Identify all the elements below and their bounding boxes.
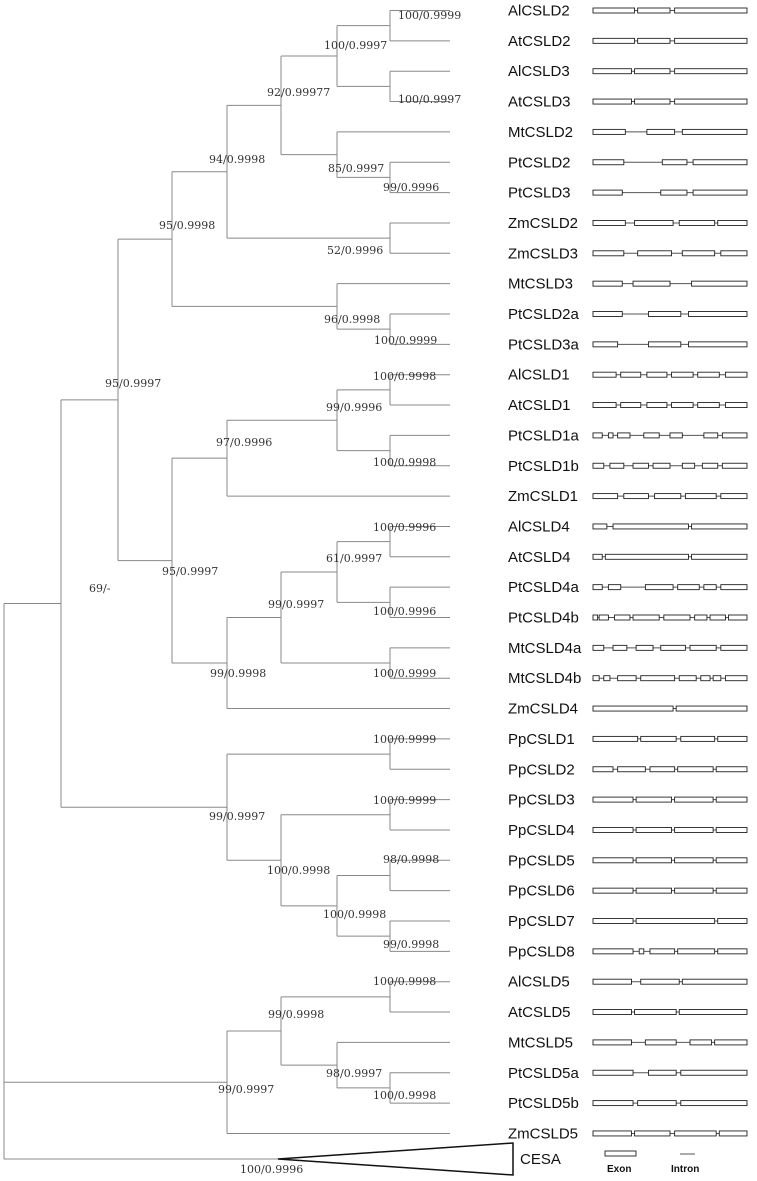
exon-box [593,524,607,529]
exon-box [633,615,659,620]
exon-box [635,220,674,225]
exon-box [692,554,747,559]
exon-box [704,433,718,438]
exon-box [593,494,618,499]
exon-box [721,585,747,590]
exon-box [675,797,714,802]
gene-structure-PtCSLD5a [593,1070,747,1075]
taxon-labels [508,3,582,1143]
taxon-label-PpCSLD8: PpCSLD8 [508,943,575,961]
exon-box [716,888,747,893]
gene-structure-AtCSLD5 [593,1010,747,1015]
exon-box [650,949,675,954]
exon-box [675,827,714,832]
exon-box [688,312,747,317]
exon-box [593,38,635,43]
taxon-label-PtCSLD5b: PtCSLD5b [508,1095,579,1113]
exon-box [725,403,747,408]
support-n_AlAt4: 100/0.9996 [373,521,437,534]
taxon-label-PpCSLD1: PpCSLD1 [508,730,575,748]
exon-box [675,69,747,74]
exon-box [716,767,747,772]
exon-box [593,8,635,13]
exon-box [718,919,747,924]
exon-box [593,615,598,620]
exon-box [593,645,604,650]
support-n_D4: 99/0.9998 [210,667,267,680]
gene-structure-PpCSLD3 [593,797,747,802]
exon-box [593,129,625,134]
exon-box [701,676,710,681]
taxon-label-ZmCSLD1: ZmCSLD1 [508,488,579,506]
exon-box [593,69,632,74]
exon-box [675,8,747,13]
exon-box [719,1131,747,1136]
gene-structure-PpCSLD7 [593,919,747,924]
exon-box [682,251,714,256]
exon-box [648,342,680,347]
taxon-label-PpCSLD7: PpCSLD7 [508,913,575,930]
exon-box [644,433,659,438]
exon-box [681,1070,747,1075]
exon-box [675,858,714,863]
support-n_AlAt1: 100/0.9998 [373,370,437,383]
exon-box [661,190,687,195]
support-n_D1234: 95/0.9997 [105,377,162,390]
exon-box [593,160,624,165]
exon-box [647,403,667,408]
taxon-label-MtCSLD4b: MtCSLD4b [508,670,582,688]
exon-box [639,949,644,954]
exon-box [679,1010,747,1015]
exon-box [615,615,630,620]
exon-box [655,494,681,499]
exon-box [678,767,713,772]
support-n_AlAt2: 100/0.9999 [398,9,462,22]
exon-box [682,129,747,134]
taxon-label-PtCSLD4b: PtCSLD4b [508,609,579,627]
exon-box [618,767,646,772]
exon-box [621,403,641,408]
gene-structure-PpCSLD2 [593,767,747,772]
taxon-label-PtCSLD4a: PtCSLD4a [508,579,579,597]
taxon-label-AtCSLD4: AtCSLD4 [508,548,571,566]
legend-intron-label: Intron [671,1164,700,1175]
exon-box [593,767,613,772]
exon-box [729,615,747,620]
exon-box [688,342,747,347]
exon-box [647,129,675,134]
legend [605,1151,699,1175]
exon-box [635,1131,670,1136]
gene-structure-PpCSLD4 [593,827,747,832]
taxon-label-PtCSLD2: PtCSLD2 [508,154,571,172]
exon-box [648,1070,676,1075]
exon-box [618,676,636,681]
exon-box [692,281,747,286]
exon-box [593,797,633,802]
support-n_dicotAP4: 61/0.9997 [326,552,383,565]
exon-box [638,38,670,43]
gene-structure-PpCSLD5 [593,858,747,863]
exon-box [690,1040,712,1045]
gene-structure-ZmCSLD3 [593,251,747,256]
taxon-label-AlCSLD2: AlCSLD2 [508,2,570,20]
support-n_root: 100/0.9996 [240,1163,304,1176]
taxon-label-PtCSLD5a: PtCSLD5a [508,1064,579,1082]
gene-structure-ZmCSLD2 [593,220,747,225]
exon-box [641,979,680,984]
exon-box [605,554,688,559]
exon-box [593,919,633,924]
taxon-label-MtCSLD3: MtCSLD3 [508,275,574,293]
support-n_dicot5: 99/0.9998 [268,1008,325,1021]
exon-box [661,645,686,650]
gene-structure-MtCSLD4a [593,645,747,650]
exon-box [636,645,653,650]
exon-box [678,585,700,590]
gene-structure-AtCSLD1 [593,403,747,408]
exon-box [648,312,680,317]
support-n_angio23: 94/0.9998 [209,153,266,166]
exon-box [638,8,670,13]
exon-box [593,706,673,711]
exon-box [593,736,638,741]
support-n_D5: 99/0.9997 [218,1083,275,1096]
support-n_dicot23: 92/0.99977 [267,86,331,99]
exon-box [635,1010,677,1015]
taxon-label-PpCSLD4: PpCSLD4 [508,821,575,839]
exon-box [653,463,670,468]
exon-box [593,1131,632,1136]
exon-box [593,554,602,559]
exon-box [593,372,616,377]
gene-structure-AtCSLD3 [593,99,747,104]
exon-box [593,342,618,347]
support-n_Pp12: 100/0.9999 [373,733,437,746]
support-n_Pt1: 100/0.9998 [373,456,437,469]
support-n_Pt23: 99/0.9996 [383,181,440,194]
exon-box [698,372,720,377]
support-n_Pp34: 100/0.9999 [373,794,437,807]
exon-box [641,676,675,681]
exon-box [662,160,687,165]
taxon-label-PpCSLD6: PpCSLD6 [508,882,575,900]
support-n_Pp56: 98/0.9998 [383,853,440,866]
exon-box [713,676,721,681]
exon-box [636,858,671,863]
exon-box [682,463,694,468]
exon-box [721,251,747,256]
exon-box [675,888,714,893]
exon-box [692,524,747,529]
exon-box [593,1101,633,1106]
exon-box [716,827,747,832]
exon-box [650,767,675,772]
support-n_AlAt5: 100/0.9998 [373,975,437,988]
exon-box [645,1040,676,1045]
exon-box [636,827,671,832]
exon-box [681,1101,747,1106]
gene-structure-PtCSLD1a [593,433,747,438]
gene-structure-PtCSLD2 [593,160,747,165]
exon-box [722,433,747,438]
taxon-label-PtCSLD2a: PtCSLD2a [508,306,579,323]
taxon-label-MtCSLD5: MtCSLD5 [508,1034,574,1052]
gene-structure-AtCSLD2 [593,38,747,43]
gene-structure-AlCSLD3 [593,69,747,74]
taxon-label-ZmCSLD2: ZmCSLD2 [508,214,579,232]
exon-box [613,645,627,650]
exon-box [635,69,670,74]
support-n_Mt3Pt: 96/0.9998 [324,313,381,326]
exon-box [725,676,747,681]
exon-box [608,433,613,438]
gene-structure-PtCSLD3a [593,342,747,347]
taxon-label-AlCSLD4: AlCSLD4 [508,518,570,536]
exon-box [593,463,604,468]
gene-structure-PtCSLD1b [593,463,747,468]
support-labels [89,9,461,1176]
support-n_MtPt5: 98/0.9997 [326,1067,383,1080]
gene-structure-MtCSLD3 [593,281,747,286]
exon-box [593,827,633,832]
gene-structure-AlCSLD4 [593,524,747,529]
gene-structure-PtCSLD4b [593,615,747,620]
exon-box [698,403,720,408]
gene-structure-MtCSLD5 [593,1040,747,1045]
support-n_dicot4: 99/0.9997 [268,598,325,611]
exon-box [670,433,682,438]
exon-box [636,888,671,893]
taxon-label-ZmCSLD4: ZmCSLD4 [508,700,579,718]
gene-structure-AlCSLD1 [593,372,747,377]
exon-box [604,676,610,681]
exon-box [633,281,670,286]
gene-structure-PpCSLD8 [593,949,747,954]
exon-box [721,645,747,650]
exon-box [679,676,696,681]
taxon-label-MtCSLD4a: MtCSLD4a [508,639,582,657]
gene-structure-PpCSLD1 [593,736,747,741]
taxon-label-PtCSLD3: PtCSLD3 [508,184,571,202]
cesa-label: CESA [520,1151,561,1168]
exon-box [682,979,747,984]
exon-box [593,281,622,286]
gene-structures [593,8,747,1136]
exon-box [593,433,602,438]
gene-structure-PpCSLD6 [593,888,747,893]
taxon-label-PpCSLD3: PpCSLD3 [508,791,575,809]
exon-box [593,858,633,863]
gene-structure-MtCSLD4b [593,676,747,681]
gene-structure-PtCSLD4a [593,585,747,590]
support-n_Zm23: 52/0.9996 [327,244,384,257]
support-n_Pp3to8: 100/0.9998 [267,864,331,877]
exon-box [645,585,673,590]
exon-box [593,251,624,256]
exon-box [638,251,672,256]
taxon-label-PtCSLD3a: PtCSLD3a [508,336,579,354]
exon-box [664,615,690,620]
exon-box [610,463,624,468]
support-n_Pt2a3a: 100/0.9999 [374,334,438,347]
exon-box [593,585,602,590]
support-n_Pt4: 100/0.9996 [373,605,437,618]
support-n_23: 100/0.9997 [324,39,388,52]
exon-box [679,220,714,225]
support-n_Pt5: 100/0.9998 [373,1089,437,1102]
exon-box [593,979,632,984]
taxon-label-AtCSLD5: AtCSLD5 [508,1004,571,1022]
exon-box [593,99,632,104]
support-n_Pp5678: 100/0.9998 [323,908,387,921]
taxon-label-PpCSLD2: PpCSLD2 [508,761,575,779]
exon-box [593,1070,633,1075]
taxon-label-PtCSLD1b: PtCSLD1b [508,457,579,475]
exon-box [715,1040,747,1045]
exon-box [613,524,688,529]
exon-box [704,585,716,590]
exon-box [638,1101,677,1106]
exon-box [593,220,625,225]
exon-box [624,494,649,499]
exon-box [690,645,716,650]
exon-box [718,220,747,225]
exon-box [718,736,747,741]
taxon-label-ZmCSLD5: ZmCSLD5 [508,1125,579,1143]
taxon-label-AtCSLD3: AtCSLD3 [508,93,571,111]
gene-structure-MtCSLD2 [593,129,747,134]
exon-box [678,949,715,954]
exon-box [633,463,648,468]
support-n_Pp78: 99/0.9998 [383,938,440,951]
gene-structure-ZmCSLD5 [593,1131,747,1136]
taxon-label-MtCSLD2: MtCSLD2 [508,123,574,141]
exon-box [675,99,747,104]
exon-box [618,433,630,438]
exon-box [593,1010,632,1015]
gene-structure-PtCSLD5b [593,1101,747,1106]
exon-box [636,919,715,924]
taxon-label-PtCSLD1a: PtCSLD1a [508,427,579,445]
gene-structure-AlCSLD5 [593,979,747,984]
taxon-label-AtCSLD1: AtCSLD1 [508,397,571,415]
exon-box [608,585,620,590]
exon-box [599,615,608,620]
exon-box [593,949,633,954]
legend-exon-label: Exon [607,1164,632,1175]
exon-box [593,676,599,681]
exon-box [593,190,622,195]
exon-box [722,463,747,468]
exon-box [710,615,725,620]
taxon-label-AtCSLD2: AtCSLD2 [508,32,571,50]
exon-box [621,372,641,377]
taxon-label-AlCSLD1: AlCSLD1 [508,366,570,384]
taxon-label-AlCSLD5: AlCSLD5 [508,973,570,991]
gene-structure-ZmCSLD4 [593,706,747,711]
support-n_root_in: 69/- [89,582,111,595]
exon-box [716,858,747,863]
support-n_Mt4: 100/0.9999 [373,667,437,680]
exon-box [675,38,747,43]
exon-box [593,312,622,317]
taxon-label-ZmCSLD3: ZmCSLD3 [508,245,579,263]
exon-box [676,706,747,711]
gene-structure-PtCSLD2a [593,312,747,317]
gene-structure-AtCSLD4 [593,554,747,559]
exon-box [702,463,717,468]
exon-box [693,190,747,195]
cesa-collapsed-clade [278,1143,513,1175]
exon-box [593,1040,632,1045]
exon-box [672,372,694,377]
taxon-label-AlCSLD3: AlCSLD3 [508,63,570,81]
exon-box [675,1131,717,1136]
exon-box [593,888,633,893]
exon-box [685,494,716,499]
exon-box [647,372,667,377]
exon-box [716,797,747,802]
legend-exon-swatch [605,1151,636,1156]
support-n_D23: 95/0.9998 [159,219,216,232]
exon-box [635,99,670,104]
exon-box [672,403,694,408]
support-n_Pp: 99/0.9997 [209,810,266,823]
exon-box [641,736,676,741]
gene-structure-PtCSLD3 [593,190,747,195]
support-n_AlAt3: 100/0.9997 [398,93,462,106]
gene-structure-AlCSLD2 [593,8,747,13]
exon-box [695,615,707,620]
support-n_dicot1: 99/0.9996 [326,401,383,414]
exon-box [681,736,715,741]
support-n_D14: 95/0.9997 [162,565,219,578]
taxon-label-PpCSLD5: PpCSLD5 [508,852,575,870]
exon-box [693,160,747,165]
exon-box [593,403,616,408]
support-n_Mt2Pt: 85/0.9997 [328,162,385,175]
exon-box [725,372,747,377]
exon-box [718,949,747,954]
exon-box [636,797,671,802]
exon-box [721,494,747,499]
gene-structure-ZmCSLD1 [593,494,747,499]
support-n_D1: 97/0.9996 [216,436,273,449]
